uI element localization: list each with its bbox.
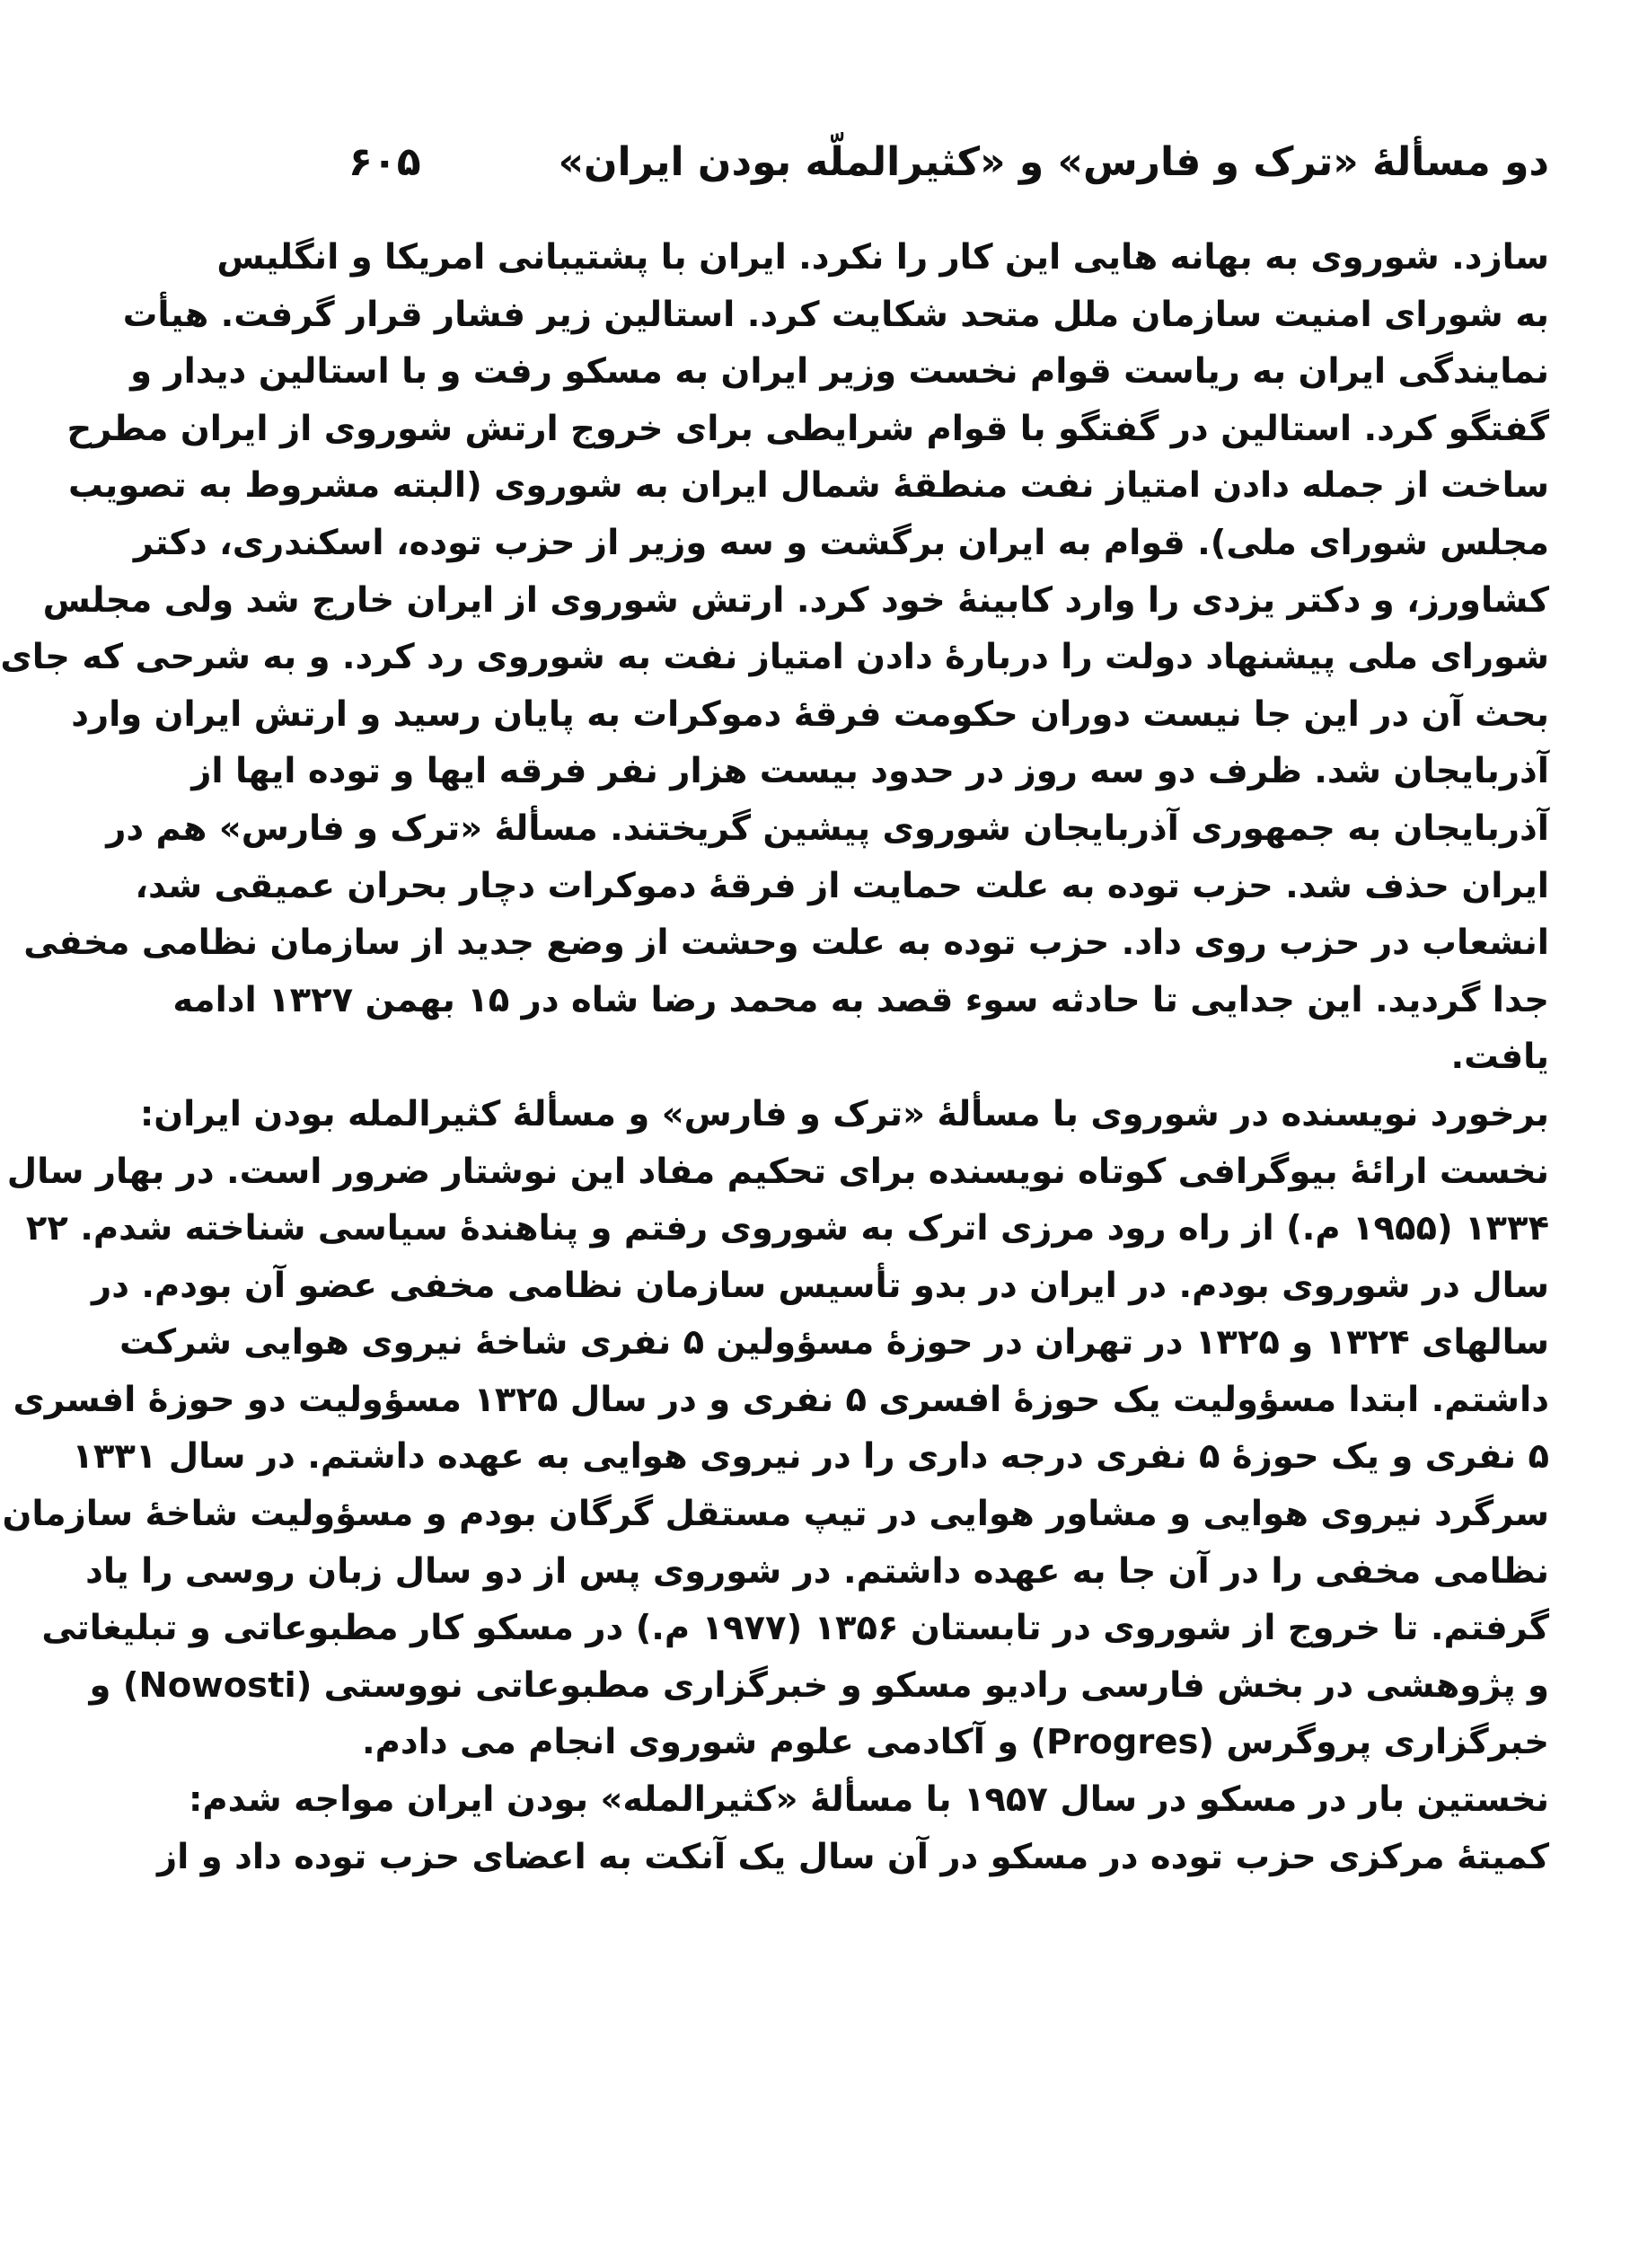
text-line: کمیتهٔ مرکزی حزب توده در مسکو در آن سال یک آنکت به اعضای حزب توده داد و از xyxy=(156,1836,1549,1877)
text-line: خبرگزاری پروگرس (Progres) و آکادمی علوم شوروی انجام می دادم. xyxy=(362,1722,1549,1763)
text-line: ۱۳۳۴ (۱۹۵۵ م.) از راه رود مرزی اترک به شوروی رفتم و پناهندهٔ سیاسی شناخته شدم. ۲۲ xyxy=(25,1208,1549,1249)
text-line: بحث آن در این جا نیست دوران حکومت فرقهٔ دموکرات به پایان رسید و ارتش ایران وارد xyxy=(71,693,1549,735)
text-line: کشاورز، و دکتر یزدی را وارد کابینهٔ خود کرد. ارتش شوروی از ایران خارج شد ولی مجلس xyxy=(42,579,1549,621)
text-line: سرگرد نیروی هوایی و مشاور هوایی در تیپ مستقل گرگان بودم و مسؤولیت شاخهٔ سازمان xyxy=(2,1494,1549,1535)
text-line: و پژوهشی در بخش فارسی رادیو مسکو و خبرگزاری مطبوعاتی نووستی (Nowosti) و xyxy=(89,1664,1549,1706)
text-line: نخستین بار در مسکو در سال ۱۹۵۷ با مسألهٔ «کثیرالمله» بودن ایران مواجه شدم: xyxy=(189,1779,1549,1821)
text-line: نظامی مخفی را در آن جا به عهده داشتم. در شوروی پس از دو سال زبان روسی را یاد xyxy=(85,1550,1549,1592)
text-line: مجلس شورای ملی). قوام به ایران برگشت و سه وزیر از حزب توده، اسکندری، دکتر xyxy=(133,522,1549,563)
text-line: سازد. شوروی به بهانه هایی این کار را نکرد. ایران با پشتیبانی امریکا و انگلیس xyxy=(216,237,1549,278)
body-text xyxy=(0,229,1549,1885)
text-line: نخست ارائهٔ بیوگرافی کوتاه نویسنده برای تحکیم مفاد این نوشتار ضرور است. در بهار سال xyxy=(6,1151,1549,1192)
text-line: انشعاب در حزب روی داد. حزب توده به علت وحشت از وضع جدید از سازمان نظامی مخفی xyxy=(23,922,1549,964)
text-line: سالهای ۱۳۲۴ و ۱۳۲۵ در تهران در حوزهٔ مسؤولین ۵ نفری شاخهٔ نیروی هوایی شرکت xyxy=(119,1322,1549,1363)
text-line: جدا گردید. این جدایی تا حادثه سوء قصد به محمد رضا شاه در ۱۵ بهمن ۱۳۲۷ ادامه xyxy=(172,979,1549,1020)
running-head xyxy=(348,135,1549,189)
running-title: دو مسألهٔ «ترک و فارس» و «کثیرالملّه بودن ایران» xyxy=(558,138,1549,185)
text-line: داشتم. ابتدا مسؤولیت یک حوزهٔ افسری ۵ نفری و در سال ۱۳۲۵ مسؤولیت دو حوزهٔ افسری xyxy=(13,1379,1549,1420)
text-line: ایران حذف شد. حزب توده به علت حمایت از فرقهٔ دموکرات دچار بحران عمیقی شد، xyxy=(135,865,1549,906)
text-line: گرفتم. تا خروج از شوروی در تابستان ۱۳۵۶ (۱۹۷۷ م.) در مسکو کار مطبوعاتی و تبلیغاتی xyxy=(41,1608,1549,1649)
text-line: آذربایجان به جمهوری آذربایجان شوروی پیشین گریختند. مسألهٔ «ترک و فارس» هم در xyxy=(106,807,1549,849)
section-heading-line: برخورد نویسنده در شوروی با مسألهٔ «ترک و فارس» و مسألهٔ کثیرالمله بودن ایران: xyxy=(139,1093,1549,1134)
text-line: ساخت از جمله دادن امتیاز نفت منطقهٔ شمال ایران به شوروی (البته مشروط به تصویب xyxy=(68,465,1549,507)
text-line: سال در شوروی بودم. در ایران در بدو تأسیس سازمان نظامی مخفی عضو آن بودم. در xyxy=(92,1265,1549,1306)
text-line: به شورای امنیت سازمان ملل متحد شکایت کرد. استالین زیر فشار قرار گرفت. هیأت xyxy=(122,294,1549,335)
text-line: گفتگو کرد. استالین در گفتگو با قوام شرایطی برای خروج ارتش شوروی از ایران مطرح xyxy=(66,408,1549,449)
text-line: نمایندگی ایران به ریاست قوام نخست وزیر ایران به مسکو رفت و با استالین دیدار و xyxy=(130,351,1549,393)
text-line: آذربایجان شد. ظرف دو سه روز در حدود بیست هزار نفر فرقه ایها و توده ایها از xyxy=(191,751,1549,792)
text-line: یافت. xyxy=(1450,1037,1549,1078)
text-line: شورای ملی پیشنهاد دولت را دربارهٔ دادن امتیاز نفت به شوروی رد کرد. و به شرحی که جای xyxy=(0,637,1549,678)
text-line: ۵ نفری و یک حوزهٔ ۵ نفری درجه داری را در نیروی هوایی به عهده داشتم. در سال ۱۳۳۱ xyxy=(72,1436,1549,1478)
page-number: ۶۰۵ xyxy=(348,138,421,185)
